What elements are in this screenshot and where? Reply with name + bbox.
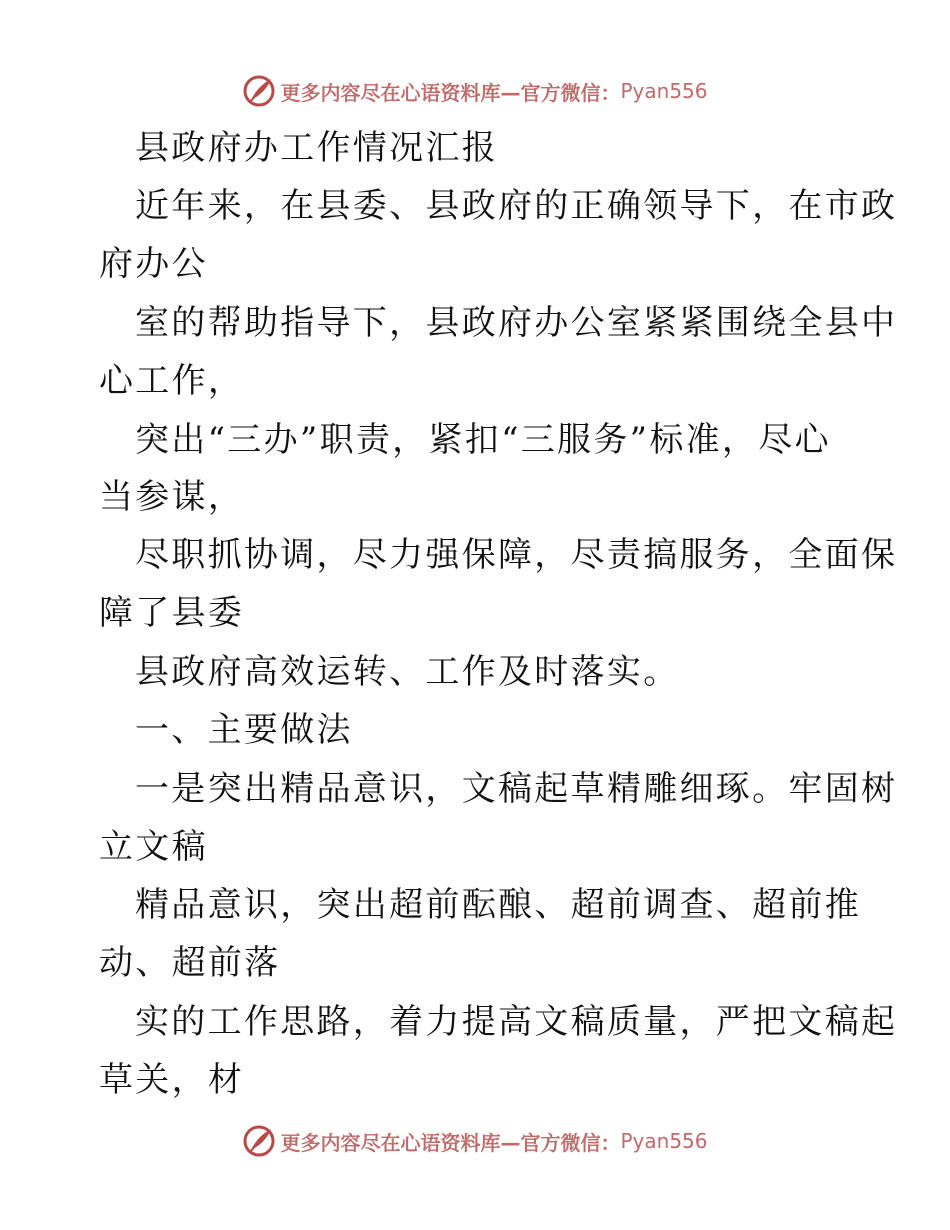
document-title: 县政府办工作情况汇报 <box>135 128 498 168</box>
feather-pen-logo-icon <box>242 1124 276 1158</box>
paragraph-line: 立文稿 <box>99 827 208 867</box>
paragraph-line: 尽职抓协调，尽力强保障，尽责搞服务，全面保 <box>135 535 898 575</box>
watermark-wechat-id: Pyan556 <box>620 1129 708 1153</box>
paragraph-line: 突出“三办”职责，紧扣“三服务”标准，尽心 <box>135 420 831 460</box>
paragraph-line: 草关，材 <box>99 1060 245 1100</box>
watermark-text: 更多内容尽在心语资料库—官方微信： <box>280 80 621 105</box>
paragraph-line: 当参谋， <box>99 477 245 517</box>
watermark-text: 更多内容尽在心语资料库—官方微信： <box>280 1130 621 1155</box>
watermark-header <box>0 71 950 111</box>
section-heading: 一、主要做法 <box>135 710 353 750</box>
paragraph-line: 心工作， <box>99 361 245 401</box>
paragraph-line: 室的帮助指导下，县政府办公室紧紧围绕全县中 <box>135 303 898 343</box>
watermark-footer <box>0 1121 950 1161</box>
paragraph-line: 障了县委 <box>99 593 245 633</box>
watermark-wechat-id: Pyan556 <box>620 79 708 103</box>
paragraph-line: 近年来，在县委、县政府的正确领导下，在市政 <box>135 186 898 226</box>
paragraph-line: 县政府高效运转、工作及时落实。 <box>135 652 680 692</box>
paragraph-line: 府办公 <box>99 244 208 284</box>
paragraph-line: 一是突出精品意识，文稿起草精雕细琢。牢固树 <box>135 769 898 809</box>
paragraph-line: 精品意识，突出超前酝酿、超前调查、超前推 <box>135 885 861 925</box>
feather-pen-logo-icon <box>242 74 276 108</box>
paragraph-line: 动、超前落 <box>99 943 281 983</box>
paragraph-line: 实的工作思路，着力提高文稿质量，严把文稿起 <box>135 1002 898 1042</box>
